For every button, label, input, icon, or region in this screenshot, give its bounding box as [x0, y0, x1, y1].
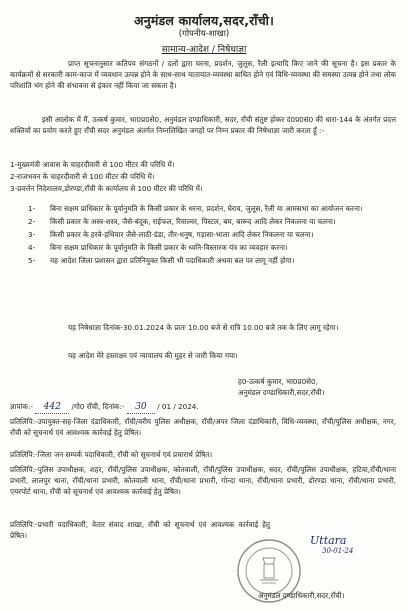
location-item: 1-मुख्यमंत्री आवास के चाहरदीवारी से 100 मीटर की परिधि में। — [10, 160, 175, 169]
restriction-text: बिना सक्षम प्राधिकार के पूर्वानुमति के किसी प्रकार के धरना, प्रदर्शन, घेराव, जुलूस, रैली या आमसभा का आयोजन करना। — [50, 204, 363, 213]
copy-paragraph: प्रतिलिपि:-जिला जन सम्पर्क पदाधिकारी, राँची को सूचनार्थ एवं प्रचारार्थ प्रेषित। — [10, 450, 213, 459]
effective-period: यह निषेधाज्ञा दिनांक-30.01.2024 के प्रातः 10.00 बजे से रात्रि 10.00 बजे तक के लिए लागू रहेगा। — [68, 323, 339, 332]
signature-name: ह0-उत्कर्ष कुमार, भा0प्र0से0, — [238, 377, 318, 386]
seal-note: यह आदेश मेरे हस्ताक्षर एवं न्यायालय की मुहर से जारी किया गया। — [68, 351, 238, 360]
copy-paragraph: प्रतिलिपि:-प्रभारी पदाधिकारी, वेतार संवाद शाखा, राँची को सूचनार्थ एवं आवश्यक कार्रवाई हेतु प्रेषित। — [10, 520, 270, 540]
restriction-text: यह आदेश जिला प्रशासन द्वारा प्रतिनियुक्त किसी भी पदाधिकारी अथवा बल पर लागू नहीं होगा। — [50, 256, 295, 265]
list-item — [10, 203, 396, 214]
list-item — [10, 229, 396, 240]
restriction-number: 2- — [28, 217, 36, 226]
order-intro-paragraph: इसी आलोक में मैं, उत्कर्ष कुमार, भा0प्र0से0, अनुमंडल दण्डाधिकारी, सदर, राँची संतुष्ट होकर दं0प्र0सं0 की धारा-144 के अंतर्गत प्रदत्त शक्तियों का प्रयोग करते हुए राँची सदर अनुमंडल अंतर्गत निम्नलिखित जगहों पर निम्न प्रकार की निषेधाज्ञा जारी करता हूँ :- — [10, 115, 396, 135]
memo-day: 30 — [127, 402, 155, 414]
restriction-number: 5- — [28, 256, 36, 265]
signature-designation-final: अनुमंडल दण्डाधिकारी,सदर,राँची। — [258, 591, 345, 600]
order-subject: सामान्य-आदेश / निषेधाज्ञा — [161, 45, 247, 55]
list-item — [10, 242, 396, 253]
memo-prefix: ज्ञापांक:- — [10, 402, 33, 411]
restriction-number: 1- — [28, 204, 36, 213]
restriction-number: 3- — [28, 230, 36, 239]
restriction-list — [10, 203, 396, 268]
memo-year: 01 / 2024. — [161, 402, 199, 411]
intro-paragraph: प्राप्त सूचनानुसार कतिपय संगठनों / दलों द्वारा घरना, प्रदर्शन, जुलूस, रैली इत्यादि किए जाने की सूचना है। इस प्रकार के कार्यक्रमों से सरकारी काम-काज में व्यवधान उत्पन्न होने के साथ-साथ यातायात-व्यवस्था बाधित होने एवं विधि-व्यवस्था की समस्या उत्पन्न होने तथा लोक परिशांति भंग होने की संभावना से इंकार नहीं किया जा सकता है। — [10, 59, 396, 90]
restriction-text: किसी प्रकार के हरवे-हथियार जैसे-लाठी-डंडा, तीर-धनुष, गड़ासा-भाला आदि लेकर निकलना या चलना। — [50, 230, 314, 239]
section-subtitle: (गोपनीय-शाखा) — [178, 29, 230, 39]
memo-line: ज्ञापांक:- 442 /गो0 राँची, दिनांक:- 30 / 01 / 2024. — [10, 402, 199, 412]
copy-paragraph: प्रतिलिपि:-पुलिस उपाधीक्षक, शहर, राँची/पुलिस उपाधीक्षक, कोतवाली, राँची/पुलिस उपाधीक्षक, सदर, राँची/पुलिस उपाधीक्षक, हटिया,राँची/थाना प्रभारी, लालपुर थाना, राँची/थाना प्रभारी, कोतवाली थाना, राँची/थाना प्रभारी, गोन्दा थाना, राँची/थाना प्रभारी, डोरण्डा थाना, राँची/थाना प्रभारी, एयरपोर्ट थाना, राँची को सूचनार्थ एवं आवश्यक कार्रवाई हेतु प्रेषित। — [10, 465, 396, 496]
restriction-number: 4- — [28, 243, 36, 252]
office-title: अनुमंडल कार्यालय,सदर,राँची। — [133, 13, 275, 28]
list-item — [10, 255, 396, 266]
signature-date: 30-01-24 — [322, 547, 354, 555]
location-item: 2-राजभवन के चाहरदीवारी से 100 मीटर की परिधि में। — [10, 172, 155, 181]
copy-paragraph: प्रतिलिपि:-उपायुक्त-सह-जिला दंडाधिकारी, राँची/वरीय पुलिस अधीक्षक, राँची/अपर जिला दंडाधिकारी, विधि-व्यवस्था, राँची/पुलिस अधीक्षक, नगर, राँची को सूचनार्थ एवं आवश्यक कार्रवाई हेतु प्रेषित। — [10, 417, 396, 437]
handwritten-signature — [310, 534, 353, 555]
restriction-text: बिना सक्षम प्राधिकार के पूर्वानुमति के किसी प्रकार के ध्वनि-विस्तारक यंत्र का व्यवहार करना। — [50, 243, 288, 252]
list-item — [10, 216, 396, 227]
location-item: 3-प्रवर्त्तन निदेशालय,डोरण्डा,राँची के कार्यालय से 100 मीटर की परिधि में। — [10, 184, 203, 193]
memo-mid: /गो0 राँची, दिनांक:- — [71, 402, 125, 411]
memo-number: 442 — [35, 402, 69, 414]
restriction-text: किसी प्रकार के अस्त्र-शस्त्र, जैसे-बंदूक, राईफल, रिवाल्वर, पिस्टल, बम, बारूद आदि लेकर निकलना या चलना। — [50, 217, 336, 226]
signature-designation: अनुमंडल दण्डाधिकारी,सदर,राँची। — [238, 388, 325, 397]
signature-initial: Uttara — [310, 534, 347, 547]
